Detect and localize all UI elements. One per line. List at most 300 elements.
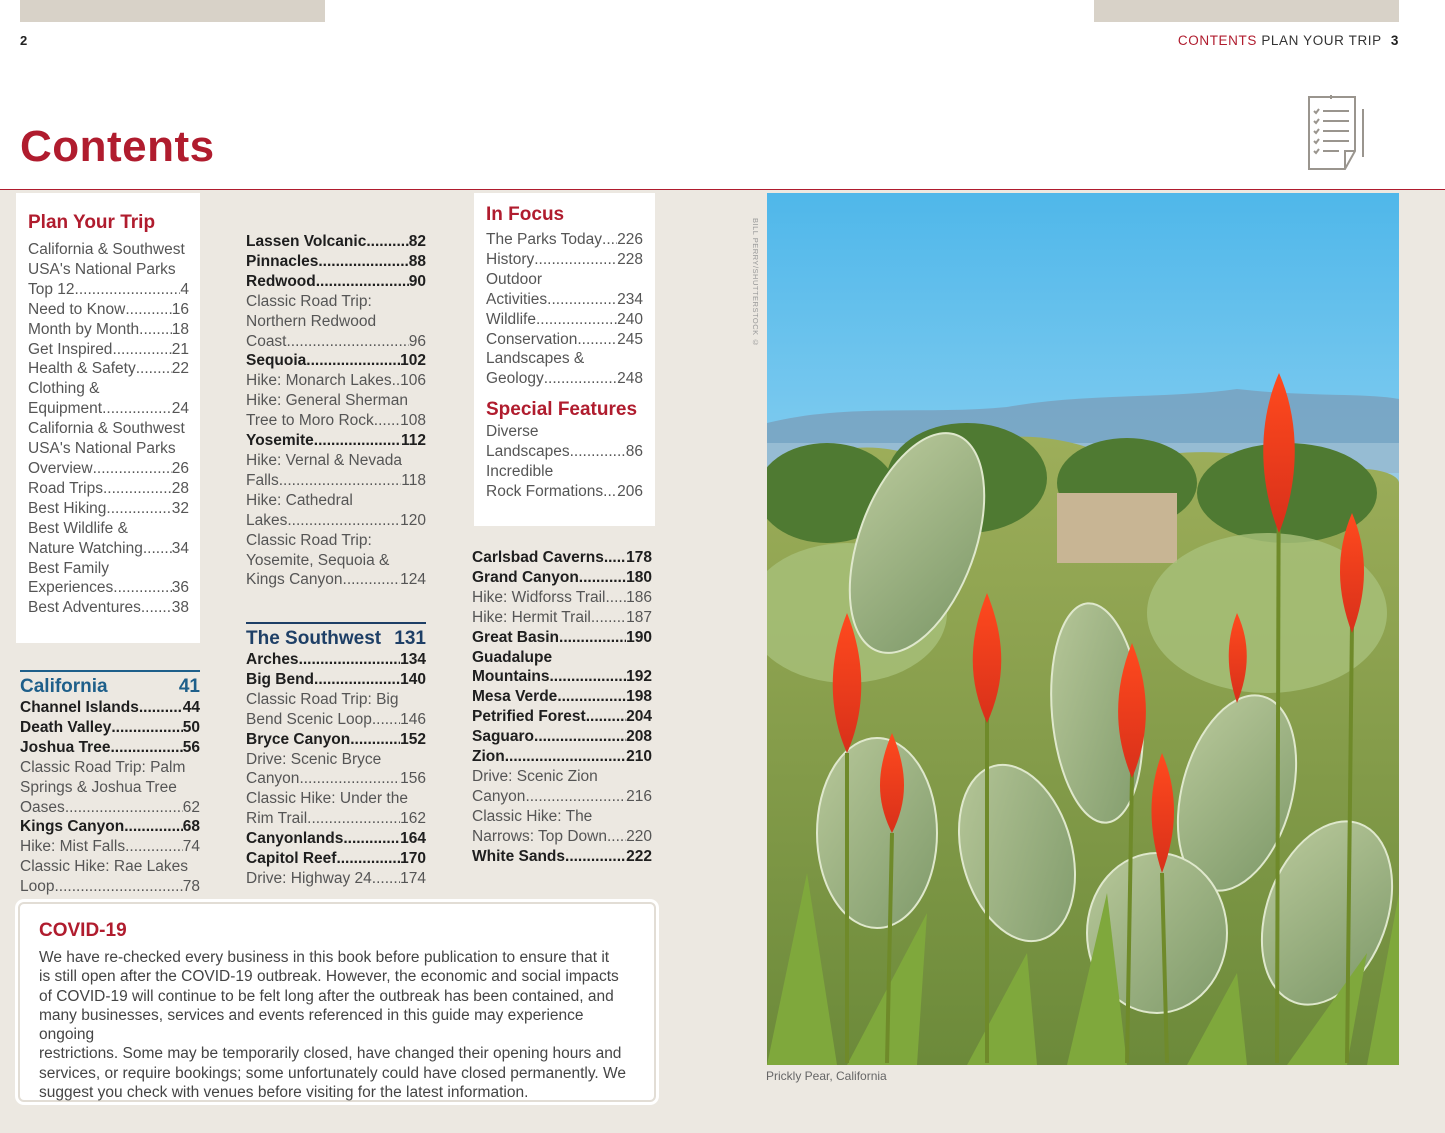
toc-entry-page: 216 — [626, 787, 652, 805]
toc-entry — [28, 578, 189, 598]
toc-entry: Classic Road Trip: Big — [246, 690, 399, 708]
toc-entry: Best Family — [28, 559, 109, 577]
toc-entry-title: Hike: Mist Falls — [20, 838, 126, 856]
toc-entry — [20, 798, 200, 818]
toc-entry — [28, 459, 189, 479]
toc-entry-title: Capitol Reef — [246, 850, 337, 868]
toc-entry-page: 156 — [400, 770, 426, 788]
toc-entry — [472, 687, 652, 707]
toc-leader-dots — [125, 837, 183, 857]
toc-entry: Yosemite, Sequoia & — [246, 551, 390, 569]
toc-leader-dots — [299, 650, 401, 670]
toc-entry-page: 106 — [400, 372, 426, 390]
covid-line: of COVID-19 will continue to be felt long after the outbreak has been contained, and — [39, 987, 614, 1005]
toc-entry — [486, 369, 643, 389]
toc-leader-dots — [525, 787, 626, 807]
toc-leader-dots — [299, 769, 400, 789]
toc-entry-title: White Sands — [472, 847, 566, 865]
toc-entry-page: 186 — [626, 588, 652, 606]
toc-entry-title: Pinnacles — [246, 252, 319, 270]
toc-entry — [472, 827, 652, 847]
toc-entry: Classic Road Trip: — [246, 292, 372, 310]
page-number-right: 3 — [1390, 33, 1399, 48]
toc-leader-dots — [102, 399, 172, 419]
toc-entry-page: 206 — [617, 482, 643, 500]
toc-entry-title: Saguaro — [472, 728, 535, 746]
toc-entry-page: 164 — [400, 830, 426, 848]
toc-entry: Outdoor — [486, 270, 543, 288]
toc-entry-page: 21 — [171, 340, 189, 358]
toc-entry-title: Arches — [246, 651, 299, 668]
california-heading-label: California — [20, 676, 108, 697]
toc-leader-dots — [307, 809, 400, 829]
toc-leader-dots — [366, 232, 408, 252]
toc-entry — [28, 320, 189, 340]
toc-entry — [20, 718, 200, 738]
toc-entry — [472, 747, 652, 767]
toc-entry-page: 32 — [171, 499, 189, 517]
toc-entry-title: Coast — [246, 332, 287, 350]
covid-line: We have re-checked every business in this book before publication to ensure that it — [39, 949, 610, 966]
california-heading-page: 41 — [178, 676, 200, 697]
toc-entry-title: Experiences — [28, 579, 114, 597]
southwest-heading — [246, 622, 426, 650]
toc-leader-dots — [103, 479, 172, 499]
toc-entry: USA's National Parks — [28, 260, 176, 278]
toc-entry — [20, 698, 200, 718]
toc-entry-title: Best Hiking — [28, 499, 107, 517]
toc-entry-page: 62 — [182, 798, 200, 816]
toc-entry-title: Petrified Forest — [472, 708, 586, 726]
toc-entry-page: 78 — [182, 878, 200, 896]
toc-leader-dots — [124, 817, 183, 837]
toc-leader-dots — [287, 332, 409, 352]
toc-leader-dots — [93, 459, 172, 479]
toc-entry-title: Best Adventures — [28, 599, 141, 617]
toc-entry-page: 90 — [408, 272, 426, 290]
toc-entry — [20, 817, 200, 837]
toc-entry — [472, 588, 652, 608]
toc-leader-dots — [287, 511, 400, 531]
toc-leader-dots — [565, 847, 626, 867]
toc-entry-title: Equipment — [28, 400, 103, 418]
toc-entry: Incredible — [486, 463, 554, 481]
toc-entry-page: 174 — [400, 869, 426, 887]
checklist-page-icon — [1303, 95, 1371, 173]
plan-your-trip-heading: Plan Your Trip — [28, 212, 156, 233]
toc-entry-title: Great Basin — [472, 628, 560, 646]
toc-entry-page: 210 — [626, 748, 652, 766]
toc-leader-dots — [75, 280, 181, 300]
toc-leader-dots — [374, 411, 400, 431]
toc-entry-page: 134 — [400, 651, 426, 668]
toc-entry-title: Health & Safety — [28, 360, 136, 378]
toc-entry — [28, 280, 189, 300]
toc-leader-dots — [603, 482, 617, 502]
toc-leader-dots — [316, 272, 409, 292]
toc-entry — [246, 272, 426, 292]
toc-entry — [472, 548, 652, 568]
toc-leader-dots — [65, 798, 183, 818]
toc-entry: Classic Hike: The — [472, 807, 593, 825]
toc-entry-page: 96 — [408, 332, 426, 350]
toc-entry: Classic Road Trip: — [246, 531, 372, 549]
toc-entry: USA's National Parks — [28, 440, 176, 458]
toc-entry-page: 226 — [617, 231, 643, 248]
toc-leader-dots — [557, 687, 626, 707]
toc-leader-dots — [125, 300, 171, 320]
toc-entry-page: 36 — [171, 579, 189, 597]
southwest-heading-page: 131 — [394, 628, 426, 649]
toc-entry-page: 170 — [400, 850, 426, 868]
toc-entry: Best Wildlife & — [28, 519, 128, 537]
toc-entry — [246, 511, 426, 531]
toc-entry — [472, 568, 652, 588]
photo-credit: BILL PERRY/SHUTTERSTOCK © — [751, 218, 760, 348]
toc-entry-page: 162 — [400, 810, 426, 828]
southwest-list — [246, 622, 426, 889]
toc-entry: Clothing & — [28, 380, 100, 398]
toc-entry-title: History — [486, 250, 535, 268]
toc-leader-dots — [606, 588, 627, 608]
toc-entry-title: Lakes — [246, 511, 288, 529]
toc-entry — [246, 431, 426, 451]
toc-entry-title: Get Inspired — [28, 340, 113, 358]
toc-leader-dots — [141, 598, 172, 618]
in-focus-heading: In Focus — [486, 204, 565, 225]
toc-entry-title: Hike: Widforss Trail — [472, 588, 606, 606]
toc-entry-page: 234 — [617, 290, 643, 308]
toc-leader-dots — [547, 290, 617, 310]
toc-entry: California & Southwest — [28, 420, 185, 438]
toc-entry: Guadalupe — [472, 648, 553, 666]
toc-entry — [246, 730, 426, 750]
toc-entry — [486, 230, 643, 250]
toc-entry — [246, 252, 426, 272]
toc-leader-dots — [139, 698, 183, 718]
toc-entry-page: 222 — [626, 847, 652, 865]
toc-entry-page: 124 — [400, 571, 426, 589]
toc-leader-dots — [143, 539, 172, 559]
toc-entry-page: 228 — [617, 250, 643, 268]
toc-leader-dots — [372, 710, 400, 730]
toc-entry — [28, 300, 189, 320]
toc-entry-title: Big Bend — [246, 670, 315, 688]
toc-leader-dots — [602, 230, 617, 250]
toc-leader-dots — [112, 340, 171, 360]
toc-entry — [20, 738, 200, 758]
toc-entry: Drive: Scenic Bryce — [246, 750, 382, 768]
toc-entry — [486, 290, 643, 310]
toc-leader-dots — [314, 670, 400, 690]
running-header-section: CONTENTS — [1177, 33, 1257, 48]
toc-entry-page: 208 — [626, 728, 652, 746]
southwest-heading-label: The Southwest — [246, 628, 382, 649]
toc-leader-dots — [591, 608, 626, 628]
special-features-heading: Special Features — [486, 399, 638, 421]
california-heading — [20, 670, 200, 698]
toc-entry-page: 34 — [171, 539, 189, 557]
toc-entry-title: Road Trips — [28, 479, 103, 497]
toc-entry: Classic Hike: Under the — [246, 790, 408, 808]
toc-entry — [246, 570, 426, 590]
toc-entry — [246, 650, 426, 670]
toc-entry-page: 140 — [400, 670, 426, 688]
page-title: Contents — [20, 122, 215, 171]
toc-leader-dots — [113, 578, 171, 598]
toc-leader-dots — [544, 369, 617, 389]
toc-entry-page: 190 — [626, 628, 652, 646]
toc-entry — [246, 670, 426, 690]
toc-entry-page: 118 — [401, 471, 426, 489]
toc-entry-page: 50 — [182, 718, 200, 736]
toc-leader-dots — [111, 718, 182, 738]
toc-entry-title: Oases — [20, 798, 65, 816]
toc-leader-dots — [336, 849, 400, 869]
toc-entry-title: Kings Canyon — [20, 818, 125, 836]
toc-entry — [486, 330, 643, 350]
toc-entry-title: Loop — [20, 878, 55, 896]
toc-entry-page: 248 — [617, 370, 643, 388]
toc-leader-dots — [314, 431, 401, 451]
toc-entry: California & Southwest — [28, 241, 185, 258]
covid-line: is still open after the COVID-19 outbreak. However, the economic and social impacts — [39, 968, 619, 986]
toc-entry-title: Need to Know — [28, 300, 126, 318]
toc-entry-title: Sequoia — [246, 352, 307, 370]
toc-entry-title: Kings Canyon — [246, 571, 343, 589]
toc-entry-title: Drive: Highway 24 — [246, 869, 372, 887]
toc-entry-page: 82 — [408, 233, 426, 250]
toc-entry — [28, 539, 189, 559]
toc-entry-title: Top 12 — [28, 280, 75, 298]
toc-leader-dots — [534, 250, 617, 270]
toc-entry-title: Lassen Volcanic — [246, 233, 367, 250]
toc-entry-title: Activities — [486, 290, 548, 308]
toc-entry-title: Rim Trail — [246, 810, 308, 828]
running-header-subsection: PLAN YOUR TRIP — [1261, 33, 1382, 48]
top-tab-left — [20, 0, 325, 22]
toc-entry-page: 4 — [180, 280, 189, 298]
california-list — [20, 670, 200, 897]
toc-entry: Hike: Cathedral — [246, 491, 353, 509]
toc-entry-title: Overview — [28, 459, 93, 477]
toc-leader-dots — [54, 877, 182, 897]
toc-entry-title: Carlsbad Caverns — [472, 549, 604, 566]
toc-entry-page: 240 — [617, 310, 643, 328]
toc-entry-title: Hike: Monarch Lakes — [246, 372, 392, 390]
toc-entry — [246, 809, 426, 829]
covid-line: suggest you check with venues before visiting for the latest information. — [39, 1084, 529, 1102]
toc-entry-page: 192 — [626, 668, 652, 686]
toc-entry — [246, 232, 426, 252]
toc-entry-title: Canyonlands — [246, 830, 344, 848]
toc-entry — [472, 787, 652, 807]
toc-entry-page: 24 — [171, 400, 189, 418]
toc-entry — [472, 707, 652, 727]
toc-entry — [486, 482, 643, 502]
toc-leader-dots — [505, 747, 626, 767]
toc-entry-title: Wildlife — [486, 310, 536, 328]
toc-entry: Hike: Vernal & Nevada — [246, 451, 402, 469]
toc-entry-page: 220 — [626, 827, 652, 845]
toc-entry-title: Hike: Hermit Trail — [472, 608, 591, 626]
toc-leader-dots — [550, 667, 627, 687]
covid-notice — [18, 902, 656, 1102]
toc-entry-title: The Parks Today — [486, 231, 603, 248]
toc-entry-title: Zion — [472, 748, 505, 766]
toc-entry-title: Death Valley — [20, 718, 112, 736]
toc-entry-title: Geology — [486, 370, 544, 388]
toc-entry — [246, 471, 426, 491]
toc-leader-dots — [350, 730, 400, 750]
toc-leader-dots — [106, 499, 171, 519]
toc-entry: Diverse — [486, 423, 539, 441]
toc-entry — [486, 442, 643, 462]
toc-entry-title: Narrows: Top Down — [472, 827, 607, 845]
toc-entry-page: 198 — [626, 688, 652, 706]
toc-entry — [472, 667, 652, 687]
toc-entry-page: 245 — [617, 330, 643, 348]
toc-entry-title: Yosemite — [246, 432, 314, 450]
toc-entry — [28, 399, 189, 419]
toc-entry-page: 120 — [400, 511, 426, 529]
toc-entry-title: Month by Month — [28, 320, 140, 338]
toc-entry-page: 28 — [171, 479, 189, 497]
toc-entry — [246, 869, 426, 889]
toc-entry — [246, 371, 426, 391]
toc-entry — [28, 479, 189, 499]
toc-leader-dots — [136, 359, 172, 379]
toc-entry-page: 86 — [625, 443, 643, 461]
toc-entry-page: 187 — [626, 608, 652, 626]
toc-entry-page: 88 — [408, 252, 426, 270]
toc-entry — [246, 710, 426, 730]
toc-entry — [246, 769, 426, 789]
toc-entry-title: Bend Scenic Loop — [246, 710, 372, 728]
toc-entry — [246, 411, 426, 431]
toc-entry-page: 22 — [171, 360, 189, 378]
covid-line: services, or require bookings; some unfortunately could have closed permanently. We — [39, 1064, 627, 1082]
toc-entry — [28, 598, 189, 618]
toc-entry-title: Bryce Canyon — [246, 730, 351, 748]
toc-entry-page: 18 — [171, 320, 189, 338]
toc-entry-title: Landscapes — [486, 443, 570, 461]
toc-entry — [28, 340, 189, 360]
toc-leader-dots — [607, 827, 626, 847]
toc-entry: Hike: General Sherman — [246, 392, 408, 410]
toc-leader-dots — [579, 568, 626, 588]
toc-entry-title: Channel Islands — [20, 699, 139, 716]
covid-line: restrictions. Some may be temporarily closed, have changed their opening hours and — [39, 1045, 622, 1063]
toc-entry — [28, 499, 189, 519]
toc-leader-dots — [343, 829, 400, 849]
toc-leader-dots — [570, 442, 626, 462]
toc-entry-page: 68 — [182, 818, 200, 836]
toc-leader-dots — [534, 727, 626, 747]
toc-entry — [20, 837, 200, 857]
toc-entry-page: 180 — [626, 568, 652, 586]
prickly-pear-photo — [767, 193, 1399, 1065]
toc-leader-dots — [343, 570, 401, 590]
toc-entry-title: Grand Canyon — [472, 568, 579, 586]
toc-entry — [472, 727, 652, 747]
toc-entry-page: 152 — [400, 730, 426, 748]
toc-entry — [246, 849, 426, 869]
toc-entry — [472, 608, 652, 628]
toc-entry: Northern Redwood — [246, 312, 377, 330]
toc-entry-page: 56 — [182, 738, 200, 756]
toc-entry-page: 108 — [400, 412, 426, 430]
toc-leader-dots — [139, 320, 172, 340]
toc-entry — [472, 628, 652, 648]
in-focus-list — [486, 203, 643, 502]
toc-entry — [28, 359, 189, 379]
southwest-continued-list — [472, 548, 652, 867]
toc-leader-dots — [586, 707, 626, 727]
toc-entry — [20, 877, 200, 897]
toc-entry: Classic Hike: Rae Lakes — [20, 858, 188, 876]
top-tab-right — [1094, 0, 1399, 22]
california-continued-list — [246, 232, 426, 590]
toc-entry-page: 102 — [400, 352, 426, 370]
toc-leader-dots — [577, 330, 617, 350]
toc-leader-dots — [372, 869, 400, 889]
toc-entry — [472, 847, 652, 867]
toc-entry-page: 16 — [171, 300, 189, 318]
toc-entry-title: Canyon — [246, 770, 300, 788]
covid-body — [39, 948, 639, 1102]
toc-leader-dots — [536, 310, 617, 330]
toc-entry-title: Mountains — [472, 668, 550, 686]
toc-entry-title: Tree to Moro Rock — [246, 412, 374, 430]
toc-entry — [246, 829, 426, 849]
toc-entry-title: Conservation — [486, 330, 578, 348]
toc-leader-dots — [306, 351, 400, 371]
toc-entry: Drive: Scenic Zion — [472, 767, 598, 785]
toc-entry — [486, 250, 643, 270]
toc-entry-title: Falls — [246, 471, 279, 489]
toc-leader-dots — [392, 371, 401, 391]
toc-entry: Classic Road Trip: Palm — [20, 758, 186, 776]
toc-leader-dots — [559, 628, 626, 648]
toc-entry: Landscapes & — [486, 350, 585, 368]
toc-entry-page: 146 — [400, 710, 426, 728]
toc-entry-title: Mesa Verde — [472, 688, 558, 706]
toc-entry-page: 38 — [171, 599, 189, 617]
toc-entry — [486, 310, 643, 330]
covid-line: many businesses, services and events referenced in this guide may experience ongoing — [39, 1006, 584, 1044]
toc-entry-page: 112 — [400, 432, 426, 450]
toc-leader-dots — [604, 548, 626, 568]
toc-entry-page: 74 — [182, 838, 200, 856]
toc-entry — [246, 332, 426, 352]
toc-leader-dots — [110, 738, 182, 758]
toc-leader-dots — [318, 252, 408, 272]
toc-entry: Springs & Joshua Tree — [20, 778, 177, 796]
toc-entry-page: 26 — [171, 459, 189, 477]
toc-entry — [246, 351, 426, 371]
page-number-left: 2 — [20, 33, 28, 48]
toc-entry-title: Joshua Tree — [20, 738, 111, 756]
toc-entry-title: Redwood — [246, 272, 316, 290]
toc-entry-title: Nature Watching — [28, 539, 143, 557]
toc-entry-page: 44 — [182, 699, 200, 716]
running-header — [1178, 33, 1399, 48]
toc-entry-title: Rock Formations — [486, 482, 604, 500]
plan-your-trip-list — [28, 211, 189, 618]
toc-entry-page: 178 — [626, 549, 652, 566]
toc-entry-page: 204 — [626, 708, 652, 726]
